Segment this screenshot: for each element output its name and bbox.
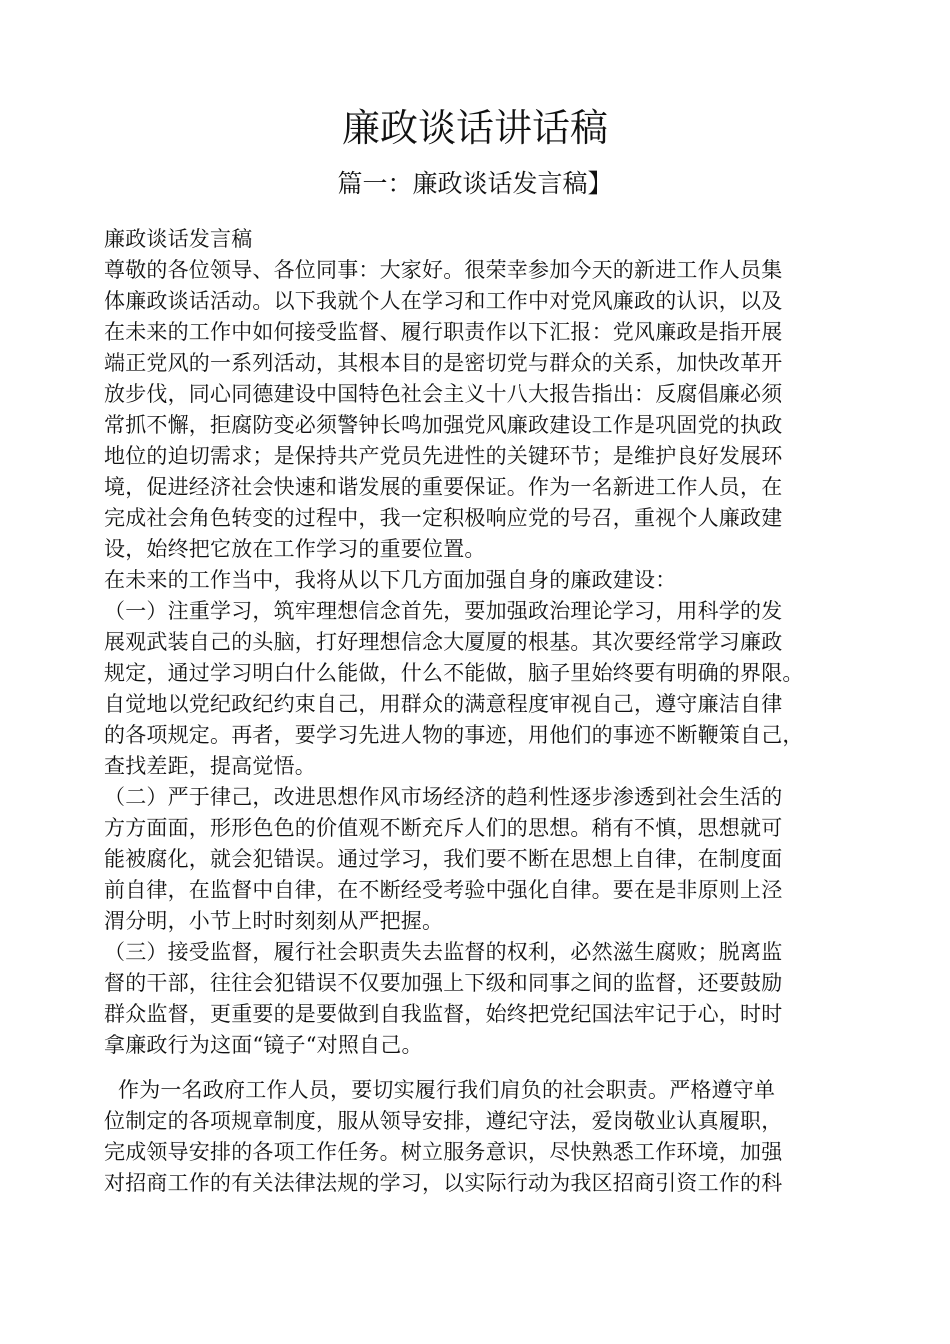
text-line: 前自律，在监督中自律，在不断经受考验中强化自律。要在是非原则上泾: [104, 878, 783, 902]
text-line: 规定，通过学习明白什么能做，什么不能做，脑子里始终要有明确的界限。: [104, 661, 804, 685]
text-line: 廉政谈话发言稿: [104, 227, 253, 251]
text-line: 的各项规定。再者，要学习先进人物的事迹，用他们的事迹不断鞭策自己，: [104, 723, 804, 747]
text-line: 拿廉政行为这面“镜子“对照自己。: [104, 1033, 423, 1057]
text-line: 展观武装自己的头脑，打好理想信念大厦厦的根基。其次要经常学习廉政: [104, 630, 783, 654]
text-line: 设，始终把它放在工作学习的重要位置。: [104, 537, 486, 561]
text-line: 常抓不懈，拒腐防变必须警钟长鸣加强党风廉政建设工作是巩固党的执政: [104, 413, 783, 437]
text-line: 渭分明，小节上时时刻刻从严把握。: [104, 909, 444, 933]
closing-paragraph: [104, 1075, 874, 1199]
text-line: （三）接受监督，履行社会职责失去监督的权利，必然滋生腐败；脱离监: [104, 940, 783, 964]
text-line: 在未来的工作中如何接受监督、履行职责作以下汇报：党风廉政是指开展: [104, 320, 783, 344]
text-line: 督的干部，往往会犯错误不仅要加强上下级和同事之间的监督，还要鼓励: [104, 971, 783, 995]
text-line: 位制定的各项规章制度，服从领导安排，遵纪守法，爱岗敬业认真履职，: [104, 1109, 783, 1133]
text-line: 体廉政谈话活动。以下我就个人在学习和工作中对党风廉政的认识，以及: [104, 289, 783, 313]
text-line: 自觉地以党纪政纪约束自己，用群众的满意程度审视自己，遵守廉洁自律: [104, 692, 783, 716]
text-line: 方方面面，形形色色的价值观不断充斥人们的思想。稍有不慎，思想就可: [104, 816, 783, 840]
text-line: 能被腐化，就会犯错误。通过学习，我们要不断在思想上自律，在制度面: [104, 847, 783, 871]
text-line: （二）严于律己，改进思想作风市场经济的趋利性逐步渗透到社会生活的: [104, 785, 783, 809]
text-line: 端正党风的一系列活动，其根本目的是密切党与群众的关系，加快改革开: [104, 351, 783, 375]
body-text: [104, 224, 874, 1061]
text-line: 完成社会角色转变的过程中，我一定积极响应党的号召，重视个人廉政建: [104, 506, 783, 530]
text-line: 地位的迫切需求；是保持共产党员先进性的关键环节；是维护良好发展环: [104, 444, 783, 468]
text-line: 尊敬的各位领导、各位同事：大家好。很荣幸参加今天的新进工作人员集: [104, 258, 783, 282]
text-line: （一）注重学习，筑牢理想信念首先，要加强政治理论学习，用科学的发: [104, 599, 783, 623]
text-line: 在未来的工作当中，我将从以下几方面加强自身的廉政建设：: [104, 568, 677, 592]
text-line: 查找差距，提高觉悟。: [104, 754, 316, 778]
text-line: 群众监督，更重要的是要做到自我监督，始终把党纪国法牢记于心，时时: [104, 1002, 783, 1026]
document-title: 廉政谈话讲话稿: [341, 106, 608, 150]
text-line: 境，促进经济社会快速和谐发展的重要保证。作为一名新进工作人员，在: [104, 475, 783, 499]
text-line: 放步伐，同心同德建设中国特色社会主义十八大报告指出：反腐倡廉必须: [104, 382, 783, 406]
text-line: 完成领导安排的各项工作任务。树立服务意识，尽快熟悉工作环境，加强: [104, 1140, 783, 1164]
text-line: 对招商工作的有关法律法规的学习，以实际行动为我区招商引资工作的科: [104, 1171, 783, 1195]
document-subtitle: 篇一：廉政谈话发言稿】: [337, 169, 613, 198]
text-line: 作为一名政府工作人员，要切实履行我们肩负的社会职责。严格遵守单: [118, 1078, 776, 1102]
